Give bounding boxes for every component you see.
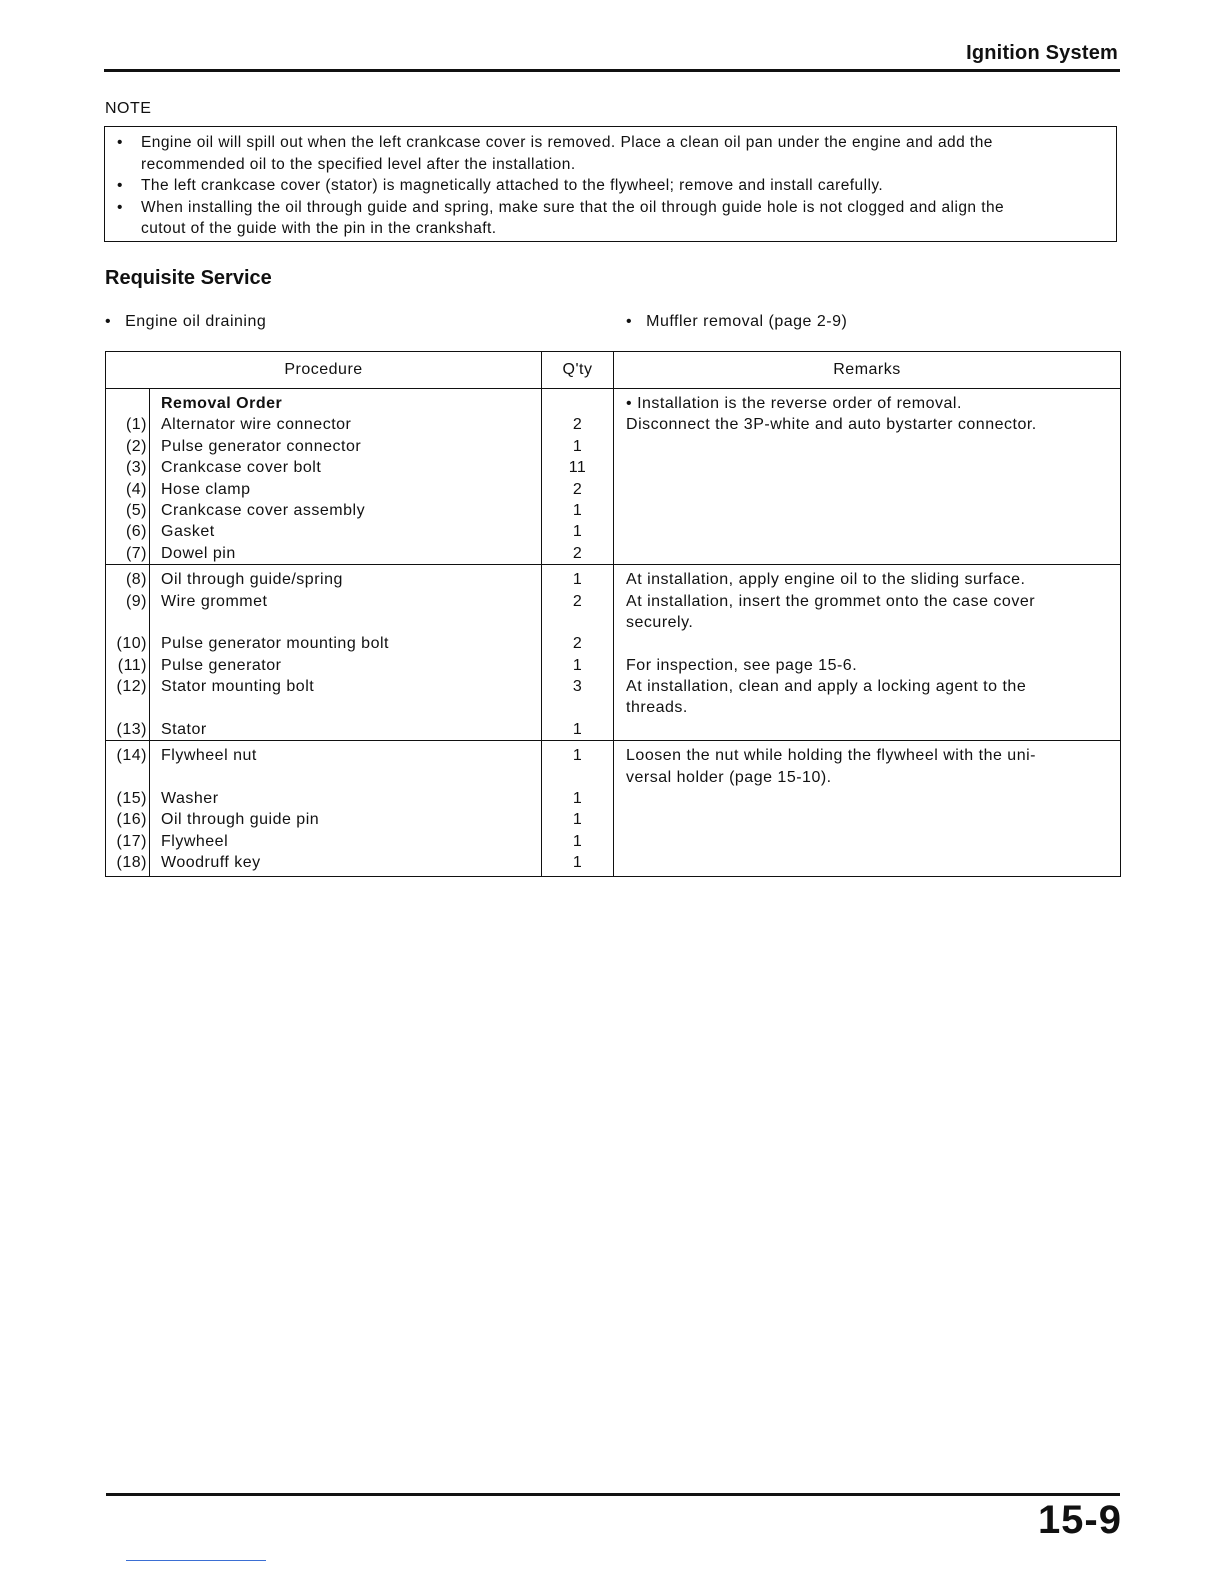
item-description: Washer <box>161 790 219 808</box>
item-description <box>161 612 541 633</box>
item-description: Alternator wire connector <box>161 416 352 434</box>
item-qty: 1 <box>572 747 583 765</box>
item-description: Crankcase cover assembly <box>161 501 366 519</box>
requisite-service-title: Requisite Service <box>105 267 272 289</box>
item-qty: 1 <box>572 523 583 541</box>
bullet-icon: • <box>105 313 112 330</box>
item-remarks-column <box>614 565 1121 741</box>
requisite-item <box>105 313 266 331</box>
bullet-icon: • <box>117 177 123 194</box>
item-number: (6) <box>125 523 147 541</box>
item-description: Stator <box>161 720 207 738</box>
item-remark: At installation, insert the grommet onto the case cover <box>626 592 1036 610</box>
item-number-column <box>106 741 150 876</box>
item-remarks-column <box>614 389 1121 565</box>
note-box <box>104 126 1117 242</box>
item-qty: 1 <box>572 832 583 850</box>
item-number <box>106 767 147 788</box>
item-number: (14) <box>116 747 147 765</box>
item-description: Oil through guide/spring <box>161 571 343 589</box>
note-line: The left crankcase cover (stator) is magnetically attached to the flywheel; remove and install carefully. <box>141 177 884 194</box>
item-description: Pulse generator <box>161 656 282 674</box>
item-number <box>106 697 147 718</box>
item-qty: 1 <box>572 437 583 455</box>
item-description: Crankcase cover bolt <box>161 459 322 477</box>
decorative-line <box>126 1560 266 1561</box>
item-number: (13) <box>116 720 147 738</box>
item-number-column <box>106 389 150 565</box>
item-remark: At installation, clean and apply a locking agent to the <box>626 678 1027 696</box>
removal-order-heading: Removal Order <box>161 395 283 412</box>
item-number: (12) <box>116 678 147 696</box>
item-remark: securely. <box>626 613 694 631</box>
item-description: Gasket <box>161 523 215 541</box>
item-qty: 2 <box>572 635 583 653</box>
item-remarks-column <box>614 741 1121 876</box>
item-number: (10) <box>116 635 147 653</box>
item-number: (16) <box>116 811 147 829</box>
bullet-icon: • <box>626 313 633 330</box>
section-title: Ignition System <box>966 42 1118 64</box>
item-qty: 11 <box>568 459 587 477</box>
item-qty <box>542 393 613 414</box>
item-description: Flywheel nut <box>161 747 257 765</box>
item-qty <box>542 612 613 633</box>
item-description: Oil through guide pin <box>161 811 320 829</box>
item-number: (9) <box>125 592 147 610</box>
item-remark: For inspection, see page 15-6. <box>626 656 858 674</box>
item-qty <box>542 697 613 718</box>
item-number: (17) <box>116 832 147 850</box>
item-number: (5) <box>125 501 147 519</box>
note-line: cutout of the guide with the pin in the crankshaft. <box>141 220 497 237</box>
item-qty: 1 <box>572 656 583 674</box>
procedure-table <box>105 351 1121 877</box>
item-description-column <box>150 565 542 741</box>
item-qty: 2 <box>572 480 583 498</box>
item-number <box>106 393 147 414</box>
item-description-column <box>150 741 542 876</box>
item-description: Wire grommet <box>161 592 268 610</box>
item-remark: • Installation is the reverse order of removal. <box>626 395 962 412</box>
header-qty: Q'ty <box>542 352 614 389</box>
item-qty: 1 <box>572 790 583 808</box>
item-qty: 2 <box>572 416 583 434</box>
item-number: (15) <box>116 790 147 808</box>
item-remark: threads. <box>626 699 688 717</box>
item-description: Flywheel <box>161 832 229 850</box>
table-row-group <box>106 565 1121 741</box>
footer-rule <box>106 1493 1120 1496</box>
item-description: Hose clamp <box>161 480 251 498</box>
item-remark <box>626 719 1090 740</box>
item-qty-column <box>542 741 614 876</box>
item-qty-column <box>542 389 614 565</box>
item-description: Stator mounting bolt <box>161 678 315 696</box>
item-description <box>161 697 541 718</box>
requisite-item-text: Muffler removal (page 2-9) <box>646 313 848 330</box>
item-description: Pulse generator connector <box>161 437 362 455</box>
note-item <box>117 197 1106 240</box>
item-qty: 1 <box>572 811 583 829</box>
table-row-group <box>106 741 1121 876</box>
note-line: recommended oil to the specified level after the installation. <box>141 155 576 173</box>
item-description-column <box>150 389 542 565</box>
table-row-group <box>106 389 1121 565</box>
item-number: (7) <box>125 544 147 562</box>
item-remark: Disconnect the 3P-white and auto bystarter connector. <box>626 416 1037 434</box>
item-number: (3) <box>125 459 147 477</box>
note-item <box>117 175 1106 197</box>
item-remark: Loosen the nut while holding the flywheel with the uni- <box>626 747 1036 765</box>
item-qty: 1 <box>572 501 583 519</box>
note-line: When installing the oil through guide and spring, make sure that the oil through guide hole is not clogged and align the <box>141 198 1005 216</box>
header-remarks: Remarks <box>614 352 1121 389</box>
bullet-icon: • <box>117 198 123 216</box>
item-qty: 2 <box>572 592 583 610</box>
item-description: Dowel pin <box>161 544 236 562</box>
item-qty: 1 <box>572 571 583 589</box>
item-number: (4) <box>125 480 147 498</box>
header-procedure: Procedure <box>106 352 542 389</box>
item-number: (8) <box>125 571 147 589</box>
page-number: 15-9 <box>1037 1498 1122 1542</box>
item-number: (18) <box>116 854 147 872</box>
item-qty <box>542 767 613 788</box>
item-number: (11) <box>117 656 147 674</box>
item-remark: versal holder (page 15-10). <box>626 768 832 786</box>
item-description <box>161 767 541 788</box>
item-number-column <box>106 565 150 741</box>
item-remark <box>626 633 1090 654</box>
requisite-item <box>626 313 847 331</box>
item-remark: At installation, apply engine oil to the sliding surface. <box>626 571 1026 589</box>
item-number: (2) <box>125 437 147 455</box>
requisite-item-text: Engine oil draining <box>125 313 267 330</box>
item-number: (1) <box>125 416 147 434</box>
bullet-icon: • <box>117 134 123 151</box>
item-number <box>106 612 147 633</box>
note-item <box>117 132 1106 175</box>
item-description: Woodruff key <box>161 854 261 872</box>
item-qty: 1 <box>572 720 583 738</box>
note-label: NOTE <box>105 100 152 117</box>
item-qty: 1 <box>572 854 583 872</box>
note-line: Engine oil will spill out when the left crankcase cover is removed. Place a clean oil pan under the engine and add the <box>141 134 993 151</box>
header-rule <box>104 69 1120 72</box>
item-description: Pulse generator mounting bolt <box>161 635 389 653</box>
item-qty: 2 <box>572 544 583 562</box>
item-qty: 3 <box>572 678 583 696</box>
item-qty-column <box>542 565 614 741</box>
